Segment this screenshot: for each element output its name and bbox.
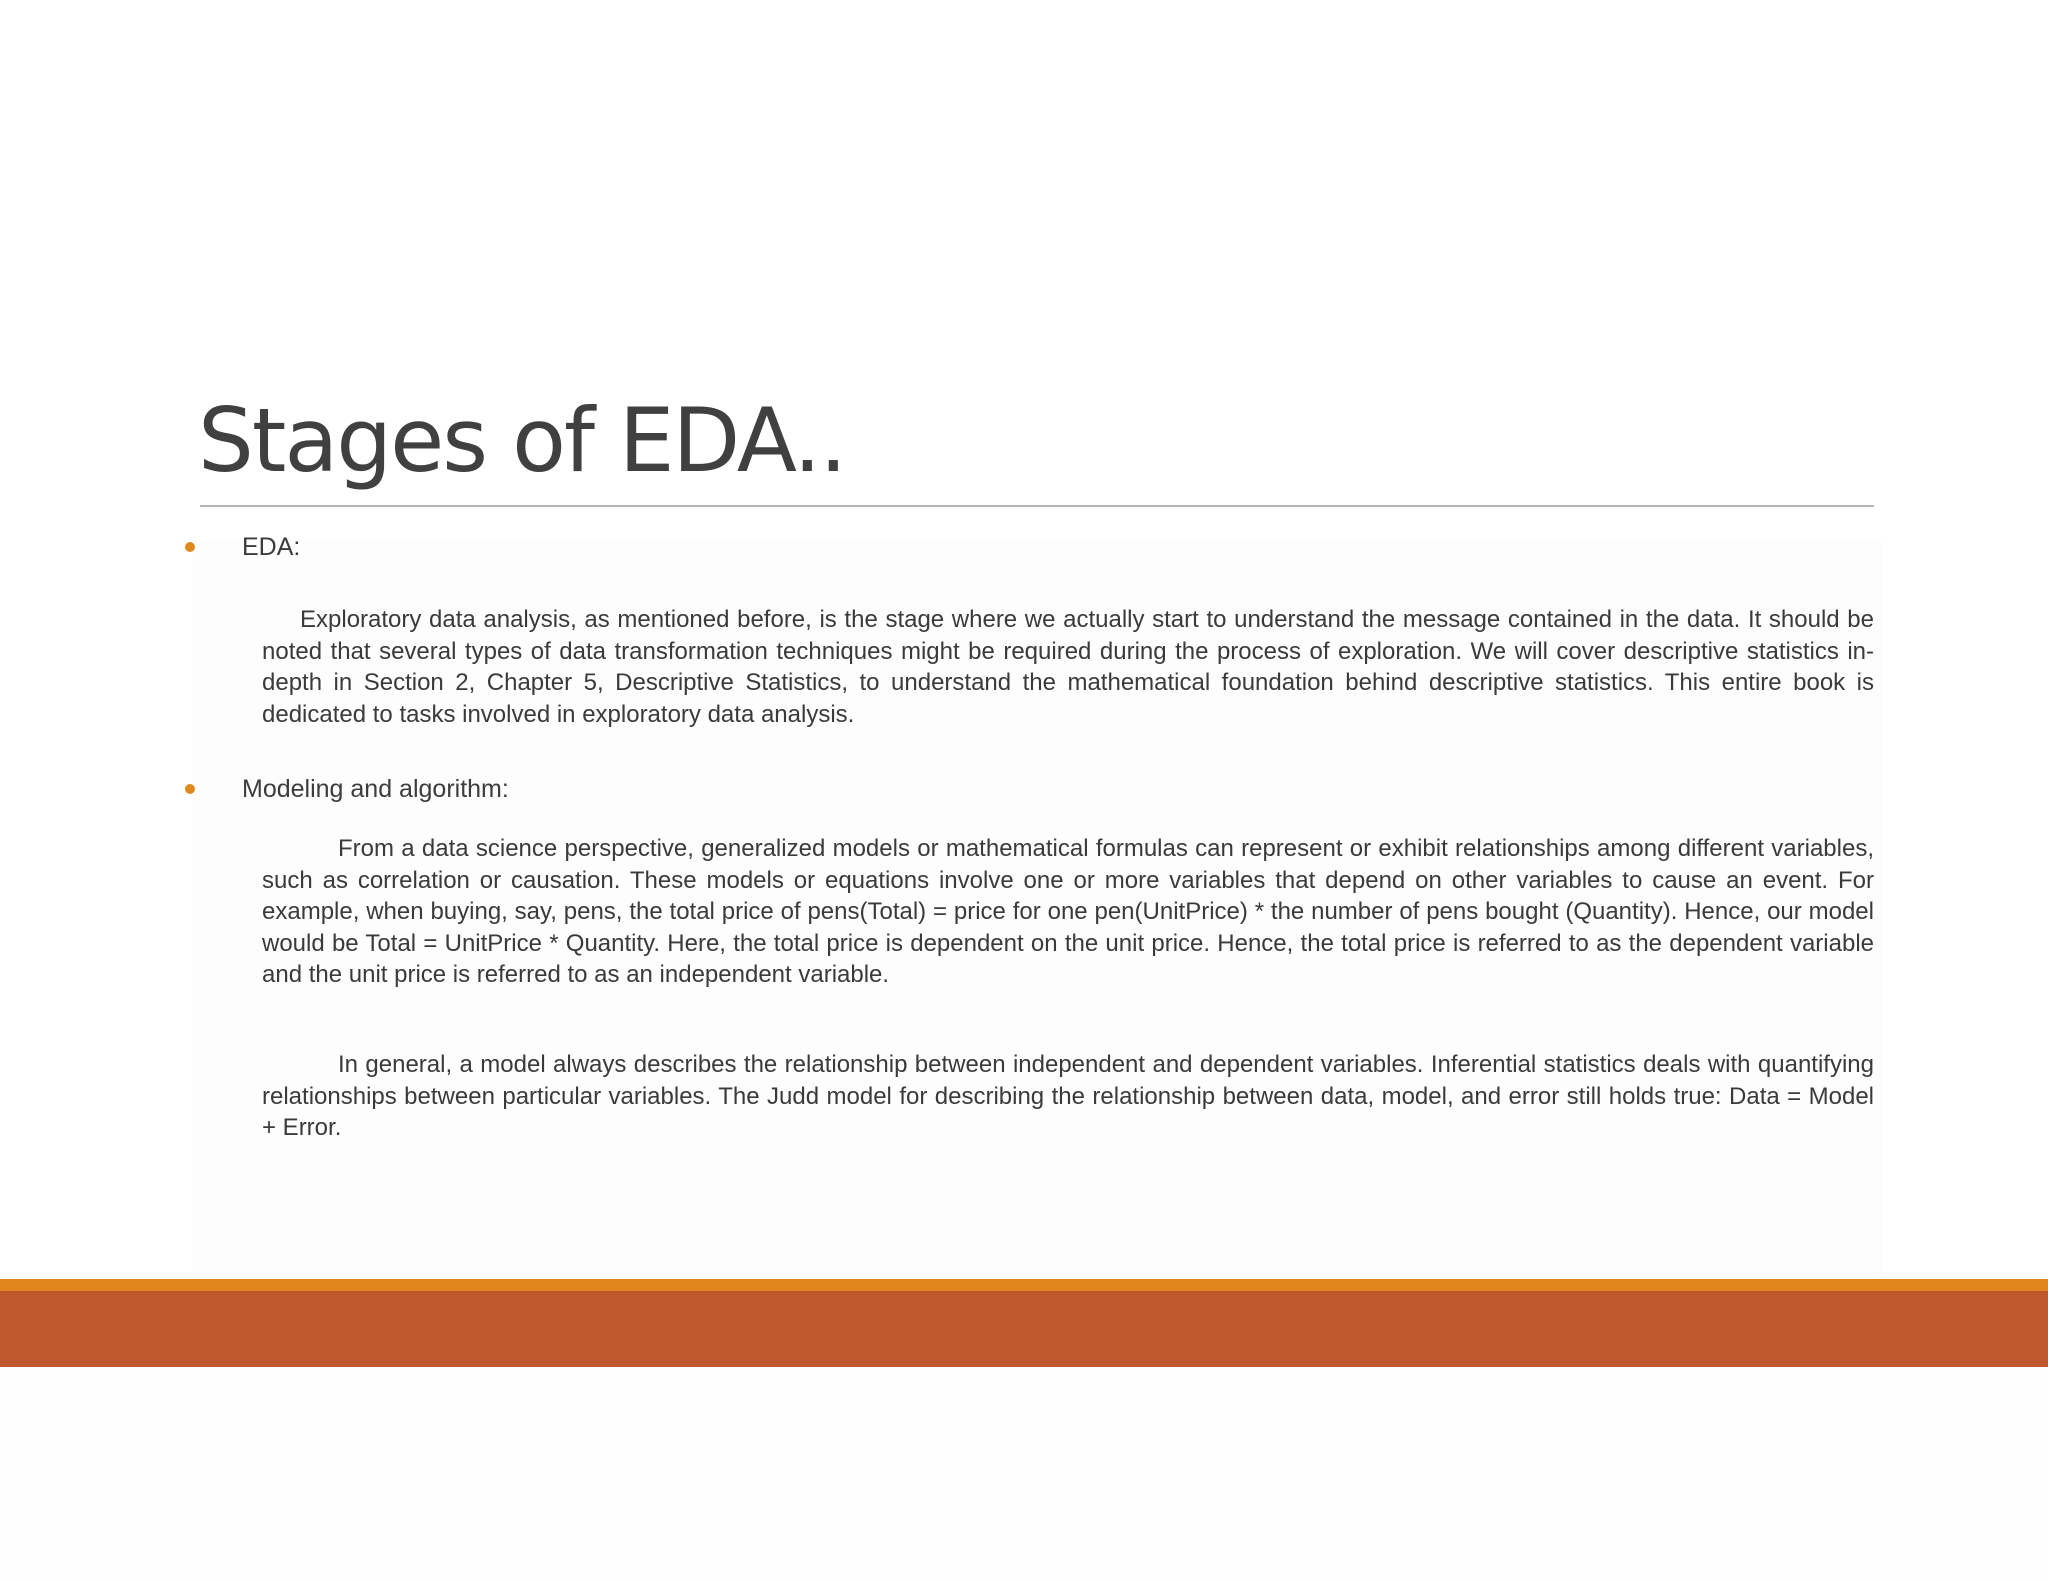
section-heading-modeling: Modeling and algorithm: bbox=[242, 775, 509, 803]
paragraph-modeling-2: In general, a model always describes the relationship between independent and dependent variables. Inferential statistics deals with quantifying relationships between particular variables. The Judd model for describing the relationship between data, model, and error still holds true: Data = Model + Error. bbox=[262, 1051, 1874, 1141]
slide-title: Stages of EDA.. bbox=[198, 389, 846, 492]
section-heading-eda: EDA: bbox=[242, 533, 301, 561]
footer-band bbox=[0, 1291, 2048, 1367]
bullet-icon bbox=[185, 784, 195, 794]
slide-bottom-margin bbox=[0, 1367, 2048, 1582]
paragraph-modeling-1: From a data science perspective, generalized models or mathematical formulas can represent or exhibit relationships among different variables, such as correlation or causation. These models or equations involve one or more variables that depend on other variables to cause an event. For example, when buying, say, pens, the total price of pens(Total) = price for one pen(UnitPrice) * the number of pens bought (Quantity). Hence, our model would be Total = UnitPrice * Quantity. Here, the total price is dependent on the unit price. Hence, the total price is referred to as the dependent variable and the unit price is referred to as an independent variable. bbox=[262, 835, 1874, 988]
paragraph-eda: Exploratory data analysis, as mentioned before, is the stage where we actually start to understand the message contained in the data. It should be noted that several types of data transformation techniques might be required during the process of exploration. We will cover descriptive statistics in-depth in Section 2, Chapter 5, Descriptive Statistics, to understand the mathematical foundation behind descriptive statistics. This entire book is dedicated to tasks involved in exploratory data analysis. bbox=[262, 606, 1874, 728]
footer-accent-stripe bbox=[0, 1279, 2048, 1291]
bullet-icon bbox=[185, 542, 195, 552]
title-divider bbox=[200, 505, 1874, 507]
